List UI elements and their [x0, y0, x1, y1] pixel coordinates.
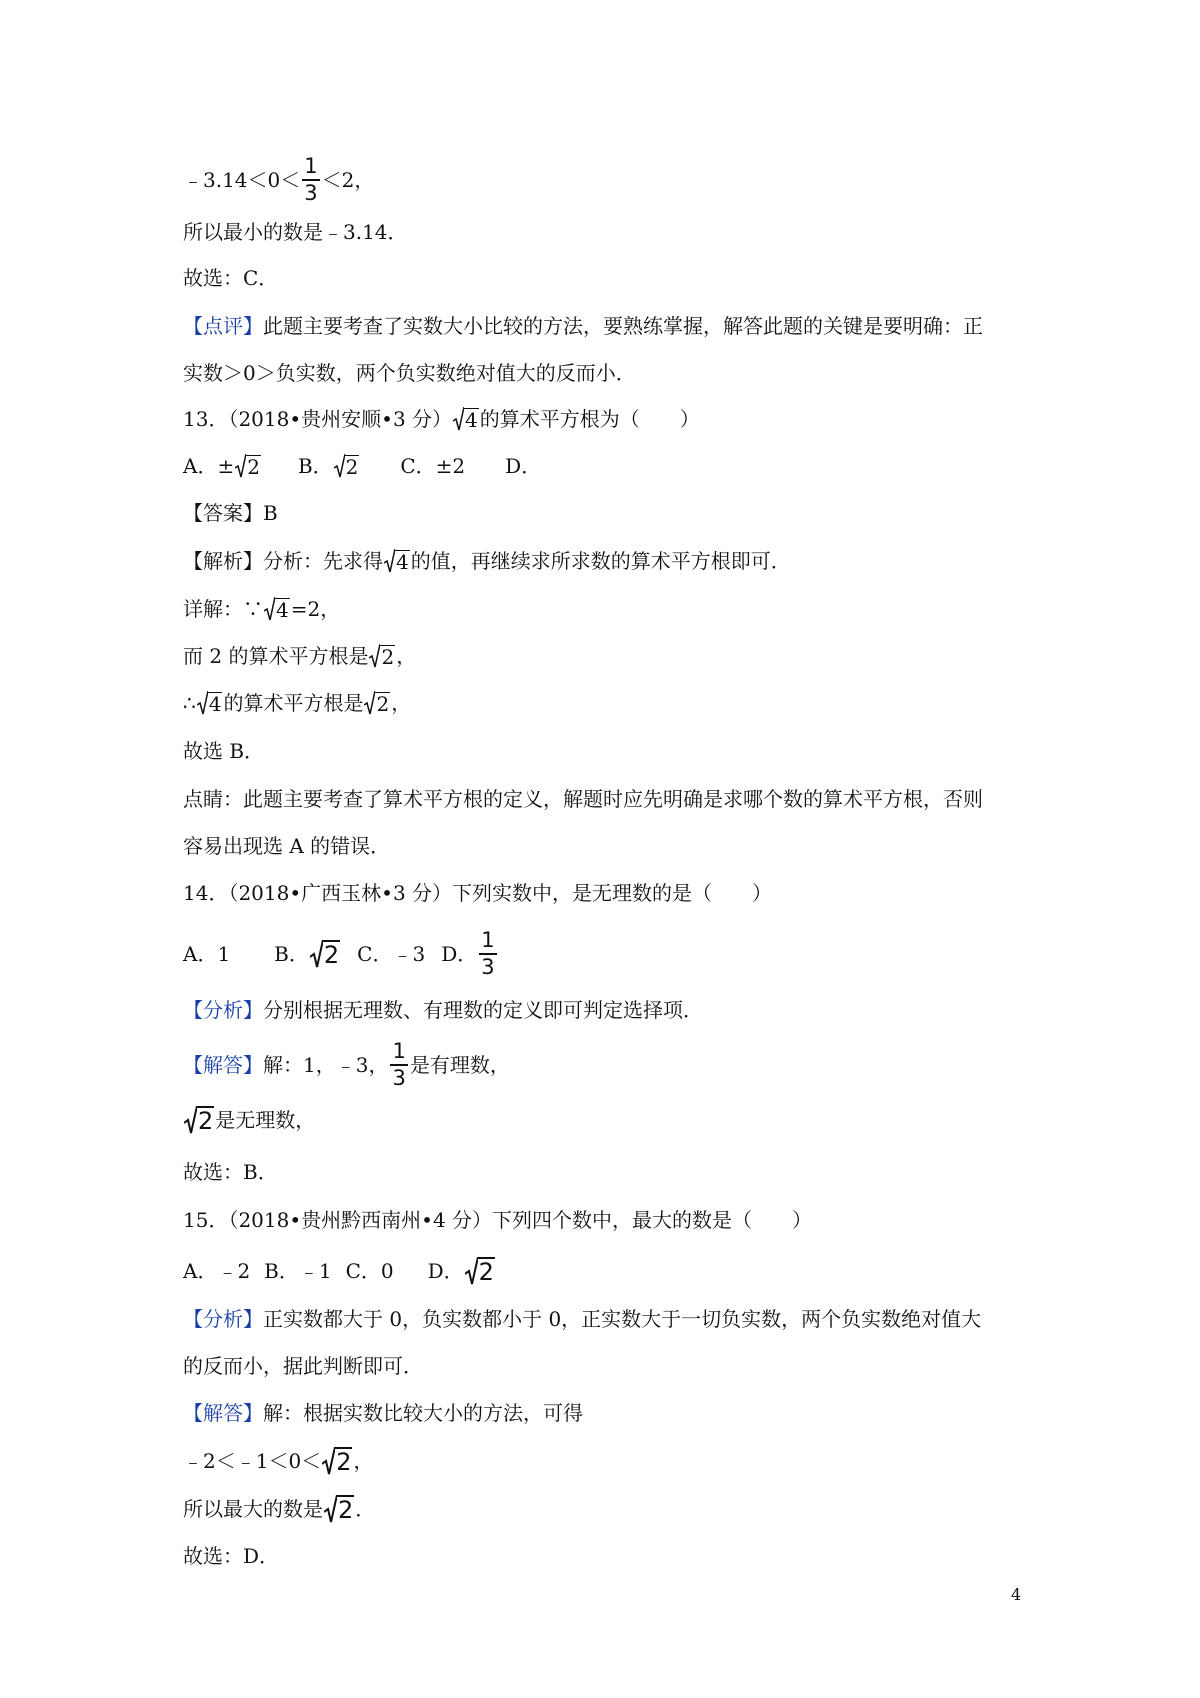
- text: 解：根据实数比较大小的方法，可得: [263, 1401, 583, 1425]
- fraction: [302, 156, 319, 204]
- text: 的值，再继续求所求数的算术平方根即可．: [410, 549, 791, 573]
- radical-sign-icon: [453, 407, 464, 431]
- text: ﹣2＜﹣1＜0＜: [183, 1449, 322, 1473]
- options-13: [183, 446, 541, 486]
- radical-sign-icon: [384, 549, 395, 573]
- line-smallest: 所以最小的数是﹣3.14．: [183, 220, 408, 244]
- radical-sign-icon: [235, 454, 246, 478]
- option-b: B．﹣1: [264, 1259, 332, 1283]
- answer-13: 【答案】B: [183, 501, 278, 525]
- comment-tag: 【点评】: [183, 314, 263, 338]
- question-15: 15．（2018•贵州黔西南州•4 分）下列四个数中，最大的数是（ ）: [183, 1208, 813, 1232]
- sqrt-expression: [334, 454, 360, 478]
- analysis-13: [183, 541, 791, 581]
- radical-sign-icon: [369, 644, 380, 668]
- text: =2，: [290, 597, 341, 621]
- radicand: 4: [276, 598, 289, 622]
- radicand: 4: [208, 692, 222, 716]
- sqrt-expression: [264, 597, 290, 621]
- question-13: [183, 399, 700, 439]
- solution-15: [183, 1393, 583, 1433]
- radicand: 2: [376, 692, 390, 716]
- solution-13-step3: [183, 683, 411, 723]
- option-c: C．0: [345, 1259, 394, 1283]
- radicand: 2: [198, 1107, 214, 1135]
- page-number: 4: [1011, 1585, 1022, 1604]
- option-a: A．1: [183, 942, 231, 966]
- sqrt-expression: [310, 940, 340, 968]
- radicand: 4: [396, 550, 409, 574]
- option-d: D．: [427, 1259, 464, 1283]
- radical-sign-icon: [334, 454, 345, 478]
- analysis-tag: 【分析】: [183, 998, 263, 1022]
- sqrt-expression: [369, 644, 395, 668]
- sqrt-expression: [235, 454, 261, 478]
- comment-13: 点睛：此题主要考查了算术平方根的定义，解题时应先明确是求哪个数的算术平方根，否则: [183, 787, 983, 811]
- text: ﹣3.14＜0＜: [183, 168, 301, 192]
- text: 的算术平方根为（ ）: [479, 407, 700, 431]
- radicand: 2: [345, 455, 359, 479]
- text: ，: [353, 1449, 374, 1473]
- fraction-numerator: 1: [302, 156, 319, 181]
- text: 解：1，﹣3，: [263, 1053, 389, 1077]
- radicand: 2: [323, 941, 340, 969]
- solution-14-irrational: [183, 1100, 315, 1140]
- solution-15-largest: [183, 1489, 375, 1529]
- sqrt-expression: [197, 691, 223, 715]
- text: 是有理数，: [409, 1053, 510, 1077]
- line-comment: [183, 306, 983, 346]
- analysis-14: [183, 990, 703, 1030]
- solution-13-step2: [183, 636, 416, 676]
- radicand: 2: [247, 455, 260, 479]
- comment-13-cont: 容易出现选 A 的错误．: [183, 834, 391, 858]
- text: 所以最大的数是: [183, 1497, 323, 1521]
- option-b: B．: [297, 454, 333, 478]
- text: 此题主要考查了实数大小比较的方法，要熟练掌握，解答此题的关键是要明确：正: [263, 314, 983, 338]
- radical-sign-icon: [465, 1257, 478, 1285]
- radical-sign-icon: [324, 1495, 337, 1523]
- options-14: [183, 929, 499, 979]
- radical-sign-icon: [197, 691, 208, 715]
- sqrt-expression: [324, 1495, 354, 1523]
- solution-15-comparison: [183, 1441, 373, 1481]
- fraction-denominator: 3: [481, 955, 495, 979]
- radical-sign-icon: [184, 1106, 197, 1134]
- options-15: [183, 1251, 496, 1291]
- fraction-denominator: 3: [392, 1066, 406, 1090]
- solution-13: [183, 589, 340, 629]
- text: 而 2 的算术平方根是: [183, 644, 369, 668]
- text: ∴: [183, 691, 196, 715]
- text: 分别根据无理数、有理数的定义即可判定选择项．: [263, 998, 703, 1022]
- solution-tag: 【解答】: [183, 1401, 263, 1425]
- sqrt-expression: [453, 407, 479, 431]
- radicand: 2: [338, 1496, 354, 1524]
- analysis-15: [183, 1299, 981, 1339]
- option-a: A．﹣2: [183, 1259, 251, 1283]
- radicand: 2: [381, 645, 395, 669]
- text: ，: [396, 644, 417, 668]
- line-comment-cont: 实数＞0＞负实数，两个负实数绝对值大的反而小．: [183, 361, 636, 385]
- line-comparison: [183, 154, 375, 205]
- choice-15: 故选：D．: [183, 1544, 280, 1568]
- radical-sign-icon: [264, 597, 275, 621]
- text: ．: [355, 1497, 376, 1521]
- line-choice-c: 故选：C．: [183, 266, 279, 290]
- solution-tag: 【解答】: [183, 1053, 263, 1077]
- text: ，: [391, 691, 412, 715]
- text: ＜2，: [321, 168, 375, 192]
- question-14: 14．（2018•广西玉林•3 分）下列实数中，是无理数的是（ ）: [183, 881, 773, 905]
- option-d: D．: [441, 942, 478, 966]
- sqrt-expression: [322, 1447, 352, 1475]
- question-number: 13．（2018•贵州安顺•3 分）: [183, 407, 453, 431]
- radical-sign-icon: [364, 691, 375, 715]
- option-a: A．±: [183, 454, 235, 478]
- fraction-numerator: 1: [479, 930, 496, 955]
- text: 详解：∵: [183, 597, 263, 621]
- radicand: 4: [465, 408, 478, 432]
- text: 的算术平方根是: [223, 691, 364, 715]
- text: 正实数都大于 0，负实数都小于 0，正实数大于一切负实数，两个负实数绝对值大: [263, 1307, 982, 1331]
- fraction: [390, 1041, 407, 1089]
- choice-13: 故选 B．: [183, 739, 265, 763]
- radicand: 2: [478, 1258, 494, 1286]
- sqrt-expression: [184, 1106, 214, 1134]
- text: 【解析】分析：先求得: [183, 549, 383, 573]
- choice-14: 故选：B．: [183, 1160, 278, 1184]
- option-d: D．: [505, 454, 542, 478]
- option-c: C．﹣3: [357, 942, 426, 966]
- option-b: B．: [274, 942, 309, 966]
- fraction-numerator: 1: [390, 1041, 407, 1066]
- fraction: [479, 930, 496, 978]
- option-c: C．±2: [400, 454, 466, 478]
- text: 是无理数，: [215, 1108, 316, 1132]
- sqrt-expression: [465, 1257, 495, 1285]
- fraction-denominator: 3: [304, 181, 318, 205]
- radical-sign-icon: [310, 940, 323, 968]
- radicand: 2: [336, 1448, 352, 1476]
- analysis-tag: 【分析】: [183, 1307, 263, 1331]
- analysis-15-cont: 的反而小，据此判断即可．: [183, 1354, 423, 1378]
- radical-sign-icon: [322, 1447, 335, 1475]
- sqrt-expression: [384, 549, 410, 573]
- solution-14: [183, 1040, 510, 1090]
- sqrt-expression: [364, 691, 390, 715]
